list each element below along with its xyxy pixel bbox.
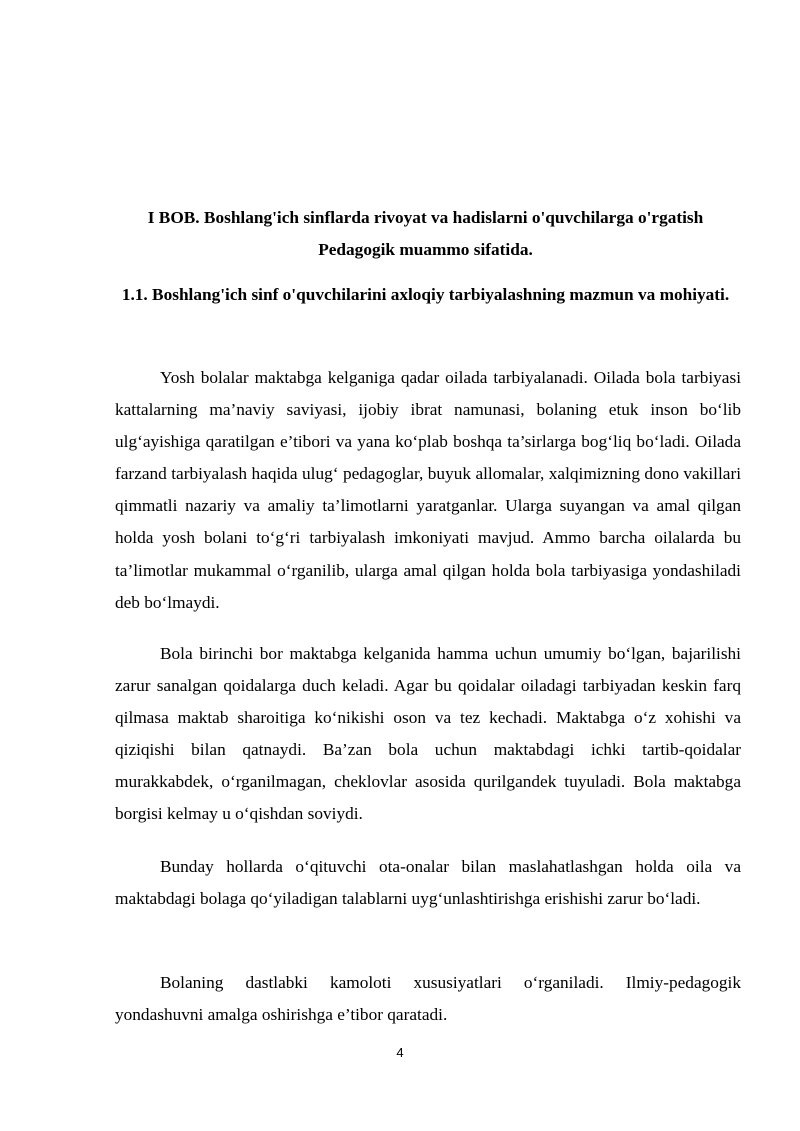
section-title: 1.1. Boshlang'ich sinf o'quvchilarini axloqiy tarbiyalashning mazmun va mohiyati.	[121, 285, 730, 304]
paragraph-2: Bola birinchi bor maktabga kelganida hamma uchun umumiy bo‘lgan, bajarilishi zarur sanalgan qoidalarga duch keladi. Agar bu qoidalar oiladagi tarbiyadan keskin farq qilmasa maktab sharoitiga ko‘nikishi oson va tez kechadi. Maktabga o‘z xohishi va qiziqishi bilan qatnaydi. Ba’zan bola uchun maktabdagi ichki tartib-qoidalar murakkabdek, o‘rganilmagan, cheklovlar asosida qurilgandek tuyuladi. Bola maktabga borgisi kelmay u o‘qishdan soviydi.	[115, 644, 741, 824]
paragraph-3: Bunday hollarda o‘qituvchi ota-onalar bilan maslahatlashgan holda oila va maktabdagi bolaga qo‘yiladigan talablarni uyg‘unlashtirishga erishishi zarur bo‘ladi.	[115, 857, 741, 909]
chapter-title: I BOB. Boshlang'ich sinflarda rivoyat va hadislarni o'quvchilarga o'rgatish Pedagogik muammo sifatida.	[147, 208, 704, 259]
paragraph-4: Bolaning dastlabki kamoloti xususiyatlari o‘rganiladi. Ilmiy-pedagogik yondashuvni amalga oshirishga e’tibor qaratadi.	[115, 973, 741, 1025]
paragraph-1: Yosh bolalar maktabga kelganiga qadar oilada tarbiyalanadi. Oilada bola tarbiyasi kattalarning ma’naviy saviyasi, ijobiy ibrat namunasi, bolaning etuk inson bo‘lib ulg‘ayishiga qaratilgan e’tibori va yana ko‘plab boshqa ta’sirlarga bog‘liq bo‘ladi. Oilada farzand tarbiyalash haqida ulug‘ pedagoglar, buyuk allomalar, xalqimizning dono vakillari qimmatli nazariy va amaliy ta’limotlarni yaratganlar. Ularga suyangan va amal qilgan holda yosh bolani to‘g‘ri tarbiyalash imkoniyati mavjud. Ammo barcha oilalarda bu ta’limotlar mukammal o‘rganilib, ularga amal qilgan holda bola tarbiyasiga yondashiladi deb bo‘lmaydi.	[115, 368, 741, 612]
page-number: 4	[396, 1045, 404, 1060]
